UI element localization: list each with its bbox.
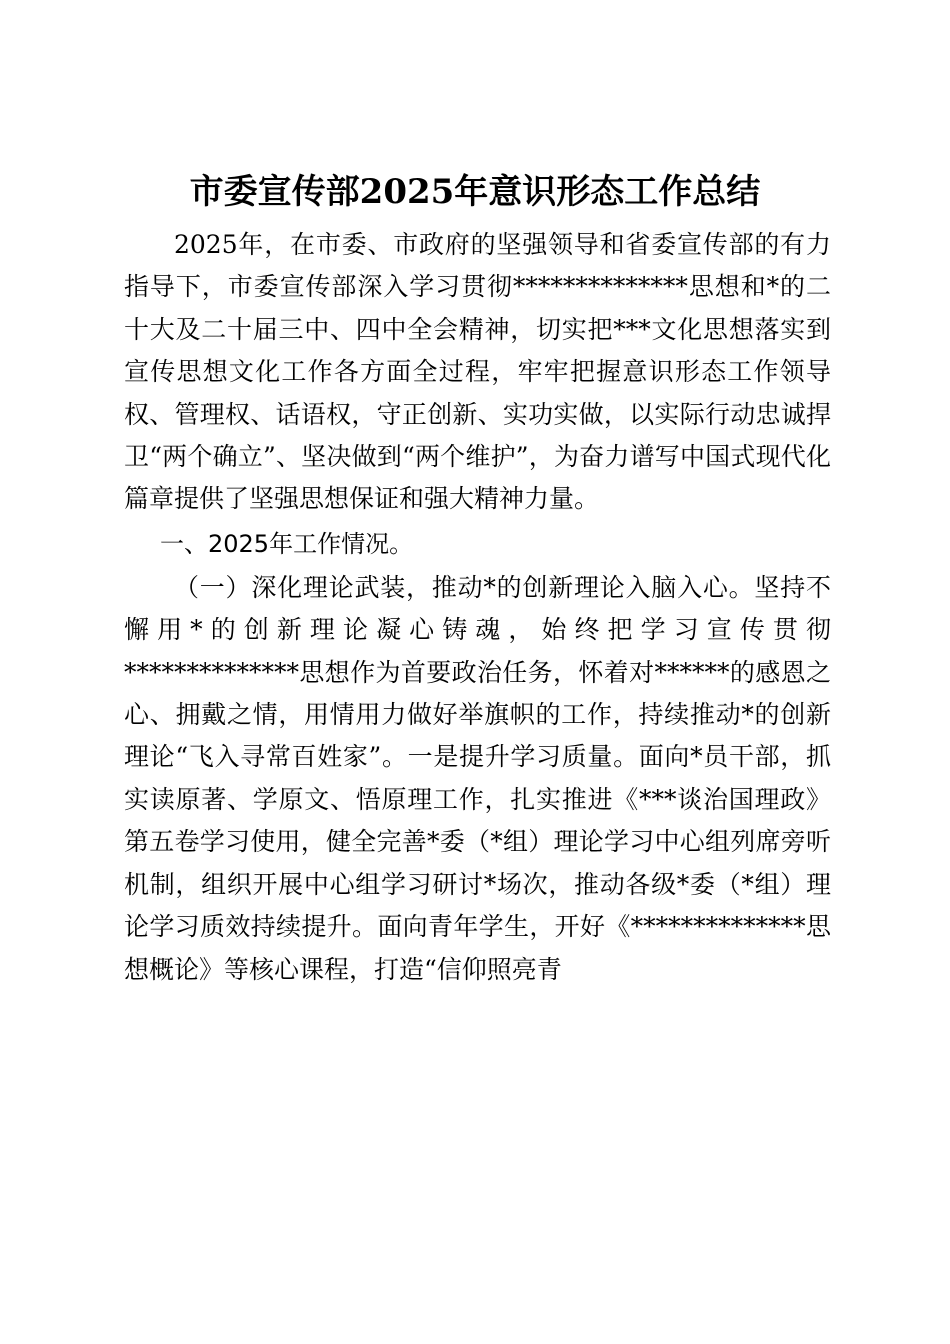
intro-paragraph: 2025年，在市委、市政府的坚强领导和省委宣传部的有力指导下，市委宣传部深入学习贯彻**************思想和*的二十大及二十届三中、四中全会精神，切实把***文化思想落实到宣传思想文化工作各方面全过程，牢牢把握意识形态工作领导权、管理权、话语权，守正创新、实功实做，以实际行动忠诚捍卫“两个确立”、坚决做到“两个维护”，为奋力谱写中国式现代化篇章提供了坚强思想保证和强大精神力量。 [124,230,831,514]
document-body [124,224,831,991]
section-paragraph: （一）深化理论武装，推动*的创新理论入脑入心。坚持不懈用*的创新理论凝心铸魂，始终把学习宣传贯彻**************思想作为首要政治任务，怀着对******的感恩之心、拥戴之情，用情用力做好举旗帜的工作，持续推动*的创新理论“飞入寻常百姓家”。一是提升学习质量。面向*员干部，抓实读原著、学原文、悟原理工作，扎实推进《***谈治国理政》第五卷学习使用，健全完善*委（*组）理论学习中心组列席旁听机制，组织开展中心组学习研讨*场次，推动各级*委（*组）理论学习质效持续提升。面向青年学生，开好《**************思想概论》等核心课程，打造“信仰照亮青 [124,572,831,984]
document-title: 市委宣传部2025年意识形态工作总结 [189,172,761,212]
section-heading: 一、2025年工作情况。 [160,529,414,558]
